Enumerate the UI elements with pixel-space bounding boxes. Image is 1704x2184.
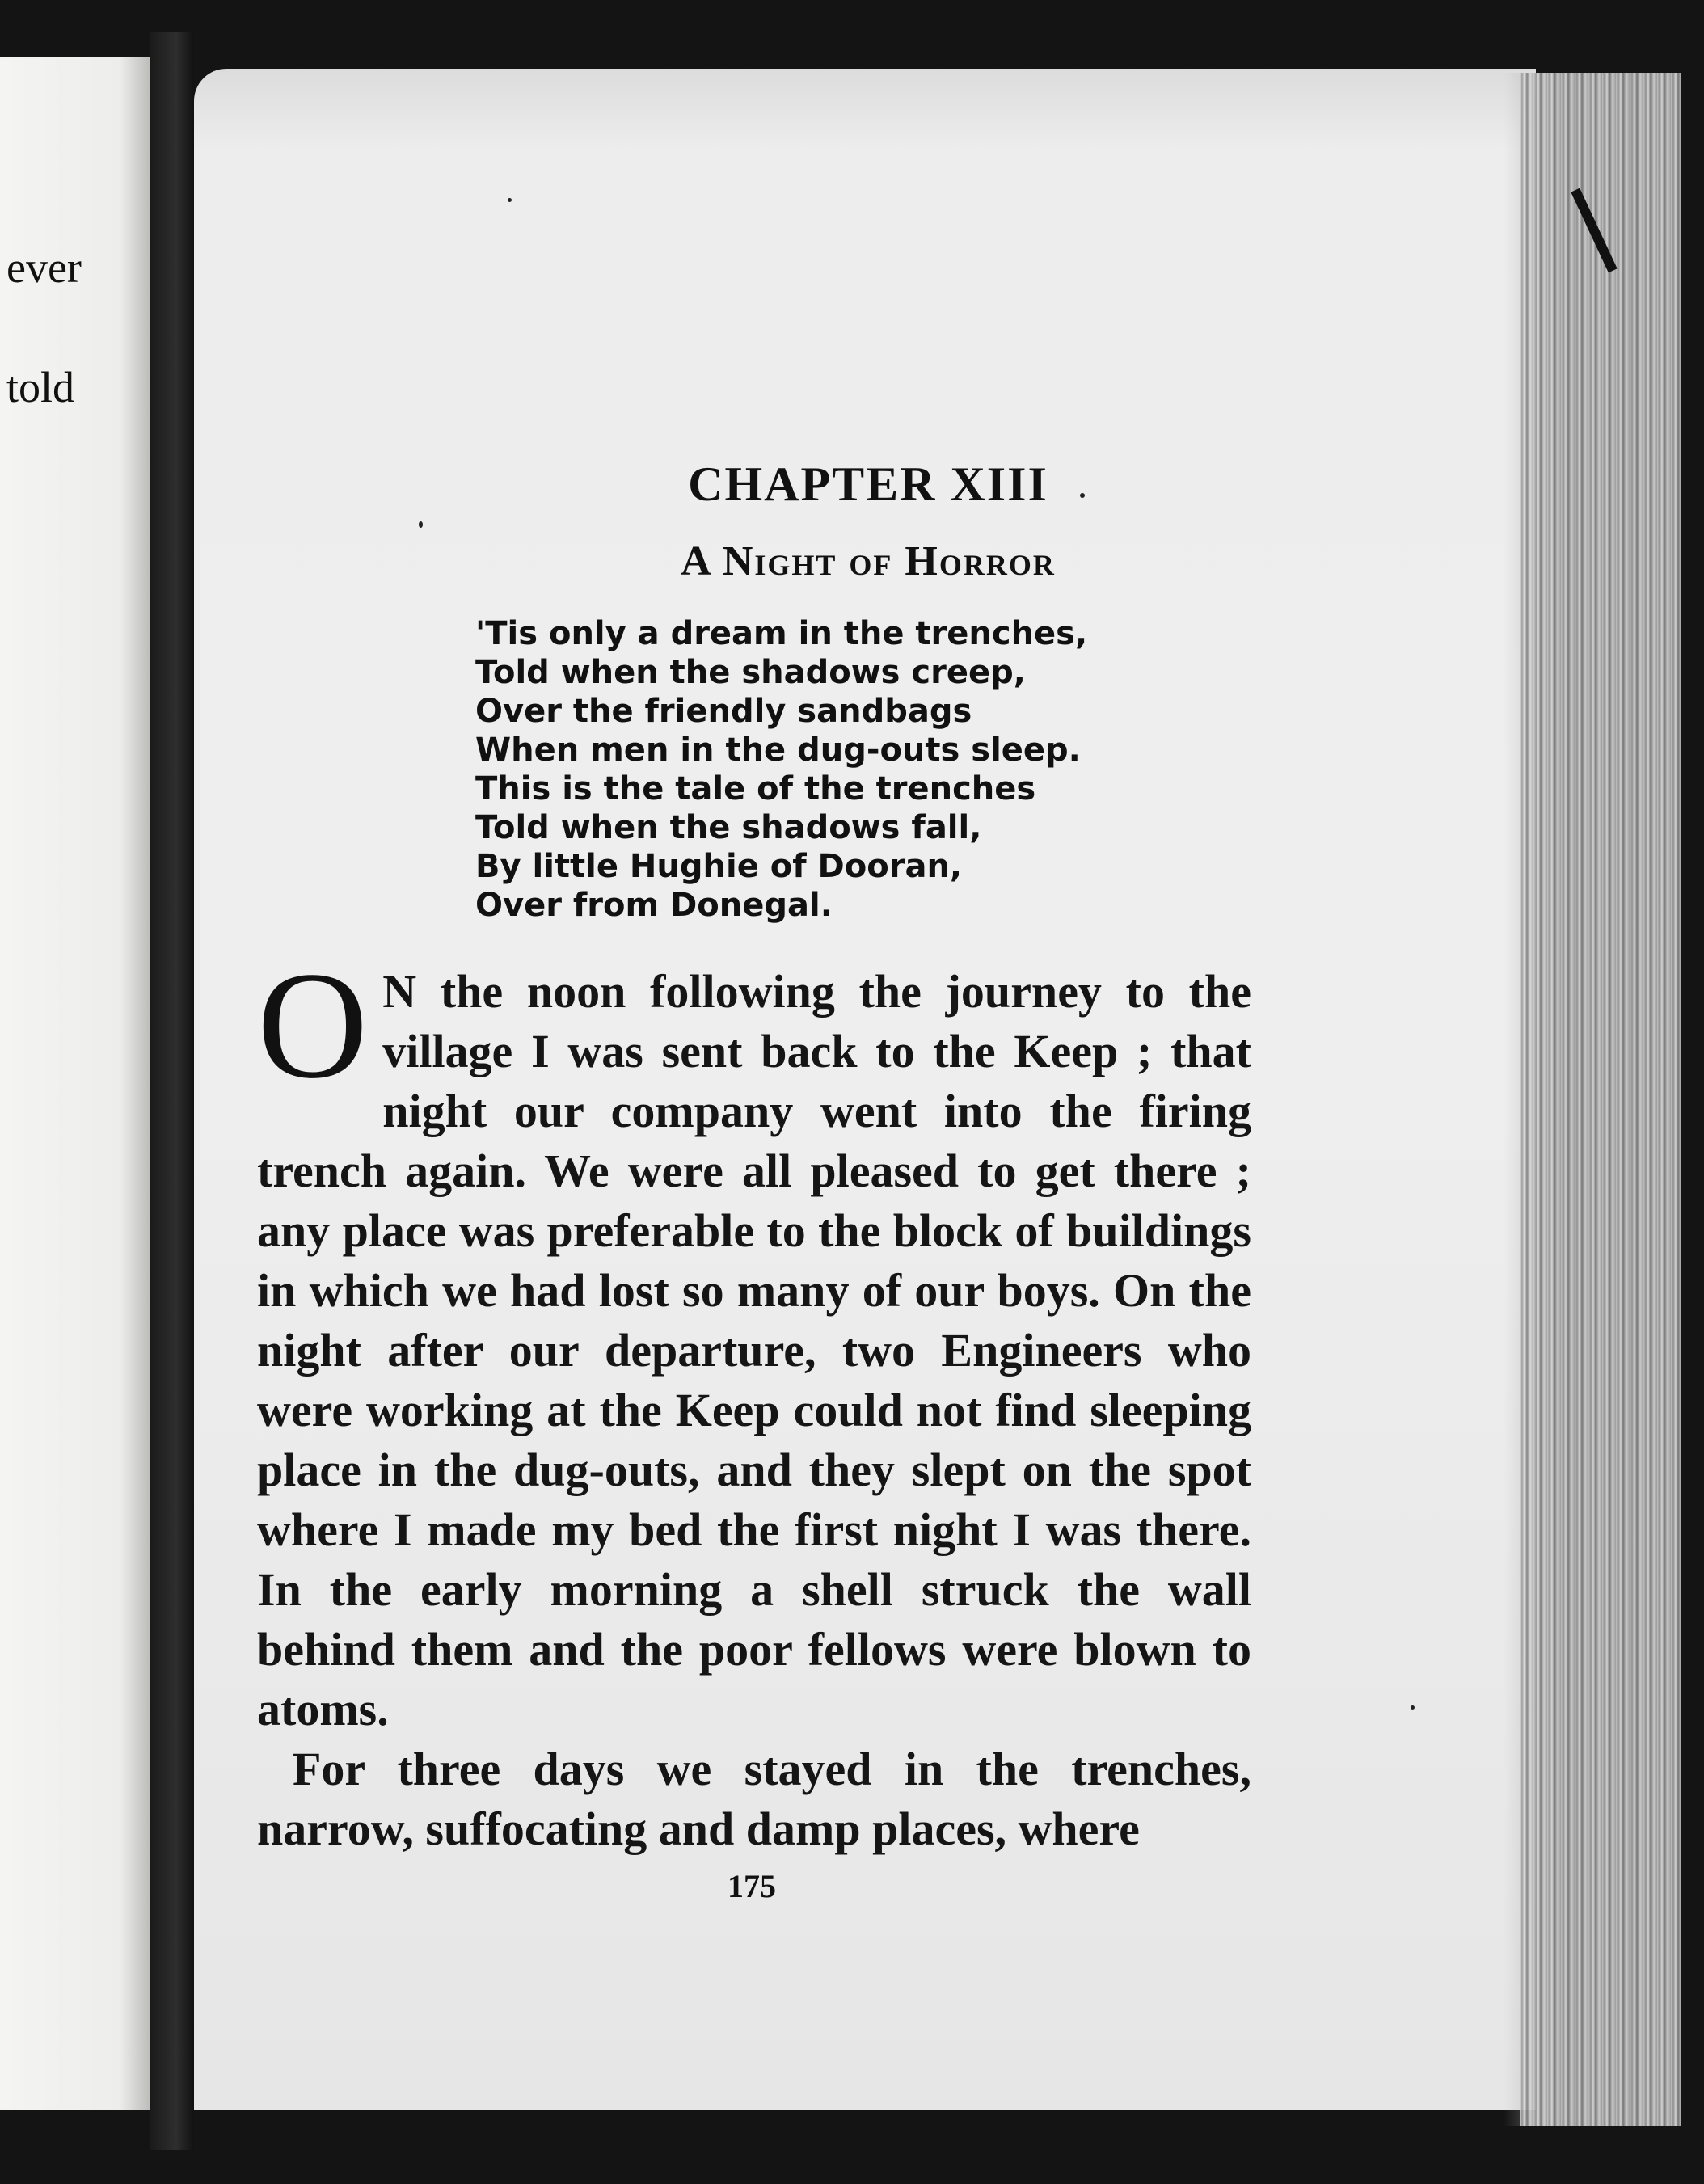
paragraph-1 — [257, 941, 1251, 1739]
epigraph-line: This is the tale of the trenches — [475, 770, 1036, 807]
epigraph-poem — [475, 614, 1090, 925]
epigraph-line: By little Hughie of Dooran, — [475, 848, 963, 885]
chapter-subtitle: A Night of Horror — [681, 538, 1056, 584]
epigraph-line: Told when the shadows fall, — [475, 809, 982, 846]
epigraph-line: Told when the shadows creep, — [475, 654, 1026, 691]
drop-cap: O — [257, 941, 369, 1111]
book-spine — [150, 32, 194, 2150]
left-page-text-fragment: ever — [6, 243, 82, 292]
chapter-title: CHAPTER XIII — [688, 457, 1048, 511]
left-page — [0, 57, 150, 2110]
ink-speck — [419, 521, 423, 528]
ink-speck — [1411, 1705, 1415, 1710]
epigraph-line: Over the friendly sandbags — [475, 693, 972, 730]
chapter-body — [257, 941, 1251, 1859]
epigraph-line: When men in the dug-outs sleep. — [475, 732, 1081, 769]
epigraph-line: 'Tis only a dream in the trenches, — [475, 615, 1088, 652]
page-number: 175 — [728, 1868, 776, 1904]
epigraph-line: Over from Donegal. — [475, 887, 833, 924]
page-stack-edge — [1520, 73, 1681, 2126]
paragraph-1-text: N the noon following the journey to the village I was sent back to the Keep ; that night our company went into the firing trench again. We were all pleased to get there ; any place was preferable to the block of buildings in which we had lost so many of our boys. On the night after our departure, two Engineers who were working at the Keep could not find sleeping place in the dug-outs, and they slept on the spot where I made my bed the first night I was there. In the early morning a shell struck the wall behind them and the poor fellows were blown to atoms. — [257, 965, 1251, 1735]
paragraph-2: For three days we stayed in the trenches, narrow, suffocating and damp places, where — [257, 1743, 1251, 1855]
ink-speck — [508, 198, 512, 202]
left-page-text-fragment: told — [6, 363, 75, 411]
